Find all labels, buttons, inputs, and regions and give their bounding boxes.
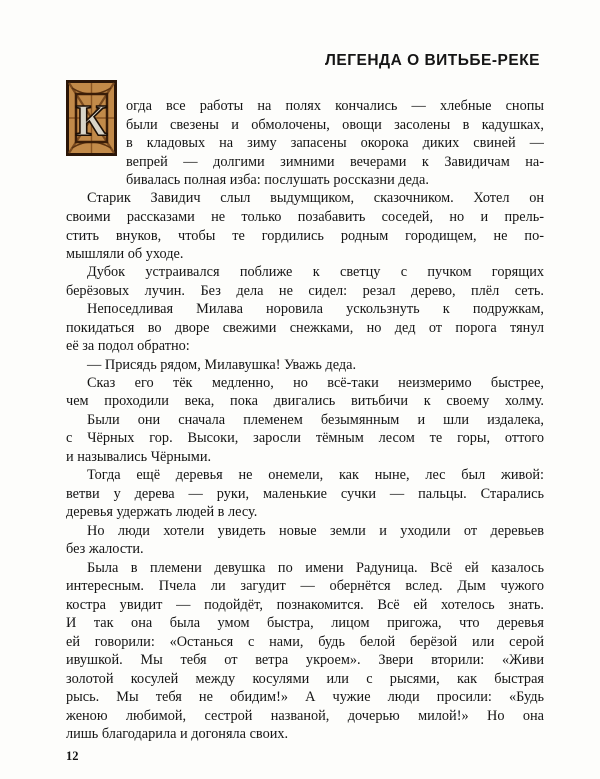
text-line: Сказ его тёк медленно, но всё-таки неизмеримо быстрее, xyxy=(87,375,544,391)
text-line: Была в племени девушка по имени Радуница. Всё ей казалось xyxy=(87,560,544,576)
text-line: огда все работы на полях кончались — хлебные снопы xyxy=(126,98,544,114)
text-line: костра увидит — подойдёт, познакомится. Всё ей хотелось знать. xyxy=(66,597,544,613)
text-line: бивалась полная изба: послушать россказни деда. xyxy=(126,172,429,188)
text-line: её за подол обратно: xyxy=(66,338,190,354)
text-line: Были они сначала племенем безымянным и шли издалека, xyxy=(87,412,544,428)
text-line: мышляли об уходе. xyxy=(66,246,184,262)
text-line: женою любимой, сестрой названой, дочерью милой!» Но она xyxy=(66,708,544,724)
text-line: — Присядь рядом, Милавушка! Уважь деда. xyxy=(87,357,357,373)
text-line: были свезены и обмолочены, овощи засолены в кадушках, xyxy=(126,117,544,133)
text-line: ветви у дерева — руки, маленькие сучки — пальцы. Старались xyxy=(66,486,544,502)
text-line: ивушкой. Мы тебя от ветра укроем». Звери вторили: «Живи xyxy=(66,652,544,668)
text-line: покидаться во дворе свежими снежками, но дед от порога тянул xyxy=(66,320,544,336)
text-line: Но люди хотели увидеть новые земли и уходили от деревьев xyxy=(87,523,544,539)
text-line: Тогда ещё деревья не онемели, как ныне, лес был живой: xyxy=(87,467,544,483)
text-line: деревья удержать людей в лесу. xyxy=(66,504,258,520)
text-line: Непоседливая Милава норовила ускользнуть к подружкам, xyxy=(87,301,544,317)
text-line: своими рассказами не только позабавить соседей, но и прель- xyxy=(66,209,544,225)
text-line: чем проходили века, пока двигались витьбичи к своему холму. xyxy=(66,393,544,409)
text-line: золотой косулей между косулями или с рысями, как быстрая xyxy=(66,671,544,687)
dropcap-ornament-icon xyxy=(66,80,117,156)
text-line: и назывались Чёрными. xyxy=(66,449,212,465)
text-line: Дубок устраивался поближе к светцу с пучком горящих xyxy=(87,264,544,280)
text-line: лишь благодарила и догоняла своих. xyxy=(66,726,289,742)
text-line: Старик Завидич слыл выдумщиком, сказочником. Хотел он xyxy=(87,190,544,206)
text-line: ей говорили: «Останься с нами, будь белой берёзой или серой xyxy=(66,634,544,650)
page-title: ЛЕГЕНДА О ВИТЬБЕ-РЕКЕ xyxy=(325,52,540,69)
text-line: И так она была умом быстра, лицом пригожа, что деревья xyxy=(66,615,544,631)
dropcap-letter: К xyxy=(75,96,108,145)
text-line: с Чёрных гор. Высоки, заросли тёмным лесом те горы, оттого xyxy=(66,430,544,446)
text-line: вепрей — долгими зимними вечерами к Завидичам на- xyxy=(126,154,544,170)
text-line: рысь. Мы тебя не обидим!» А чужие люди просили: «Будь xyxy=(66,689,544,705)
text-line: берёзовых лучин. Без дела не сидел: резал дерево, плёл сеть. xyxy=(66,283,544,299)
text-line: без жалости. xyxy=(66,541,144,557)
page-number: 12 xyxy=(66,749,79,763)
text-line: стить внуков, чтобы те гордились родным городищем, не по- xyxy=(66,228,544,244)
text-line: в кладовых на зиму запасены окорока диких свиней — xyxy=(126,135,544,151)
text-line: интересным. Пчела ли загудит — обернётся вслед. Дым чужого xyxy=(66,578,544,594)
